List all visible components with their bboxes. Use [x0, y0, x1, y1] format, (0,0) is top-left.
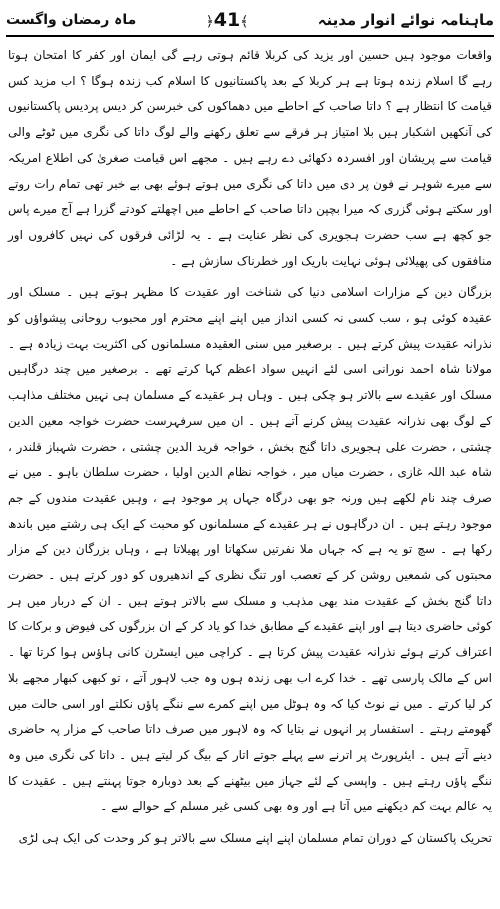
page-header	[6, 6, 494, 34]
paragraph-1: واقعات موجود ہیں حسین اور یزید کی کربلا قائم ہوتی رہے گی ایمان اور کفر کا امتحان ہوتا رہے گا اسلام زندہ ہوتا ہے ہر کربلا کے بعد پاکستانیوں کا اسلام کب زندہ ہوگا ؟ اب مزید کس قیامت کا انتظار ہے ؟ داتا صاحب کے احاطے میں دھماکوں کی خبرسن کر دیس پردیس پاکستانیوں کی آنکھیں اشکبار ہیں بلا امتیاز ہر فرقے سے تعلق رکھنے والے لوگ داتا کی نگری میں ٹوٹے والی قیامت سے پریشان اور افسردہ دکھائی دے رہے ہیں ۔ مجھے اس قیامت صغریٰ کی اطلاع امریکہ سے میرے شوہر نے فون پر دی میں داتا کی نگری میں ہوتے ہوئے بھی بے خبر تھی تمام رات روتے اور سکتے ہوئی گزری کہ میرا بچپن داتا صاحب کے احاطے میں اچھلتے کودتے گزرا ہے آج میرے پاس جو کچھ ہے سب حضرت ہجویری کی نظر عنایت ہے ۔ یہ لڑائی فرقوں کی نہیں کافروں اور منافقوں کی پھیلائی ہوئی نہایت باریک اور خطرناک سازش ہے ۔	[8, 48, 492, 268]
issue-month: ماہ رمضان واگست	[6, 12, 137, 28]
header-divider	[6, 35, 494, 37]
article-body	[6, 43, 494, 852]
magazine-title: ماہنامہ نوائے انوار مدینہ	[317, 11, 494, 29]
page-number-left-ornament: ﴿	[205, 14, 214, 30]
paragraph-3: تحریک پاکستان کے دوران تمام مسلمان اپنے اپنے مسلک سے بالاتر ہو کر وحدت کی ایک ہی لڑی	[18, 831, 492, 846]
page-number-right-ornament: ﴾	[240, 14, 249, 30]
paragraph-2: بزرگان دین کے مزارات اسلامی دنیا کی شناخت اور عقیدت کا مظہر ہوتے ہیں ۔ مسلک اور عقیدہ کوئی ہو ، سب کسی نہ کسی انداز میں اپنے اپنے محترم اور محبوب روحانی پیشواؤں کو نذرانہ عقیدت پیش کرتے ہیں ۔ برصغیر میں سنی العقیدہ مسلمانوں کی اکثریت بہت زیادہ ہے ۔ مولانا شاہ احمد نورانی اسی لئے انہیں سواد اعظم کہا کرتے تھے ۔ برصغیر میں چند درگاہیں مسلک اور عقیدے سے بالاتر ہو چکی ہیں ۔ وہاں ہر عقیدے کے مسلمان ہی نہیں مختلف مذاہب کے لوگ بھی نذرانہ عقیدت پیش کرنے آتے ہیں ۔ ان میں سرفہرست حضرت خواجہ معین الدین چشتی ، حضرت علی ہجویری داتا گنج بخش ، خواجہ فرید الدین چشتی ، حضرت شہباز قلندر ، شاہ عبد اللہ غازی ، حضرت میاں میر ، خواجہ نظام الدین اولیا ، حضرت سلطان باہو ۔ میں نے صرف چند نام لکھے ہیں ورنہ جو بھی درگاہ جہاں پر موجود ہے ، وہیں عقیدت مندوں کے جم موجود رہتے ہیں ۔ ان درگاہوں نے ہر عقیدے کے مسلمانوں کو محبت کے ایک ہی رشتے میں باندھ رکھا ہے ۔ سچ تو یہ ہے کہ جہاں ملا نفرتیں سکھاتا اور پھیلاتا ہے ، وہاں بزرگان دین کے مزار محبتوں کی شمعیں روشن کر کے تعصب اور تنگ نظری کے اندھیروں کو دور کرتے ہیں ۔ حضرت داتا گنج بخش کے عقیدت مند بھی مذہب و مسلک سے بالاتر ہوتے ہیں ۔ ان کے دربار میں ہر کوئی حاضری دیتا ہے اور اپنے عقیدے کے مطابق خدا کو یاد کر کے ان بزرگوں کی فیوض و برکات کا اعتراف کرتے ہوئے نذرانہ عقیدت پیش کرتا ہے ۔ کراچی میں ایسٹرن کانی ہاؤس ہوا کرتا تھا ۔ اس کے مالک پارسی تھے ۔ خدا کرے اب بھی زندہ ہوں وہ جب لاہور آتے ، تو کبھی کبھار مجھے بلا کر لیا کرتے ۔ میں نے نوٹ کیا کہ وہ ہوٹل میں اپنے کمرے سے ننگے پاؤں نکلتے اور اسی حالت میں گھومتے رہتے ۔ استفسار پر انہوں نے بتایا کہ وہ لاہور میں صرف داتا صاحب کے مزار پہ حاضری دینے آتے ہیں ۔ ایئرپورٹ پر اترنے سے پہلے جوتے اتار کے بیگ کر لیتے ہیں ۔ داتا کی نگری میں وہ ننگے پاؤں رہتے ہیں ۔ واپسی کے لئے جہاز میں بیٹھنے کے بعد دوبارہ جوتا پہنتے ہیں ۔ عقیدت کا یہ عالم بہت کم دیکھنے میں آتا ہے اور وہ بھی کسی غیر مسلم کے حوالے سے ۔	[8, 285, 492, 814]
page-number	[206, 9, 249, 31]
page-number-value: 41	[213, 9, 241, 31]
